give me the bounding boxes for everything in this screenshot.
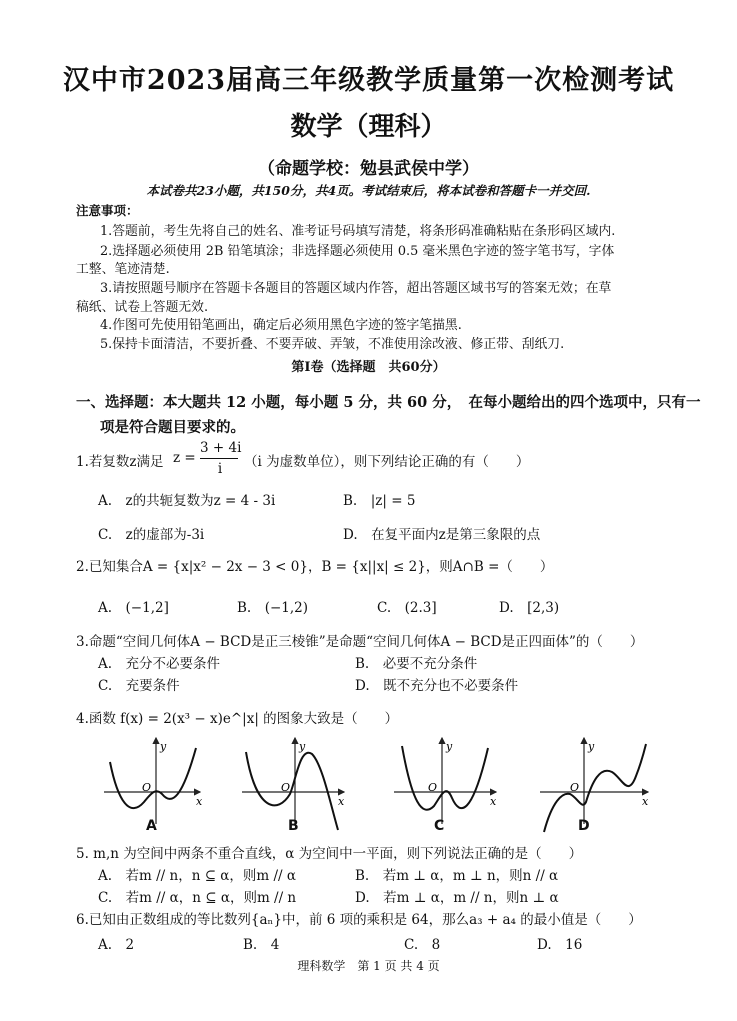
note-line: 2.选择题必须使用 2B 铅笔填涂；非选择题必须使用 0.5 毫米黑色字迹的签字笔书写，字体	[100, 244, 615, 259]
graph-c-y-label: y	[446, 740, 453, 753]
q3-stem: 3.命题“空间几何体A − BCD是正三棱锥”是命题“空间几何体A − BCD是正四面体”的（ ）	[76, 634, 644, 650]
q2-option-d[interactable]: D. [2,3)	[499, 600, 560, 616]
q3-option-c[interactable]: C. 充要条件	[98, 678, 180, 694]
q1-stem-post: （i 为虚数单位），则下列结论正确的有（ ）	[244, 454, 530, 470]
q1-option-b[interactable]: B. |z| = 5	[343, 493, 416, 509]
graph-b-y-label: y	[299, 740, 306, 753]
q5-option-a[interactable]: A. 若m // n，n ⊆ α，则m // α	[98, 868, 297, 884]
exam-summary: 本试卷共23小题，共150分，共4页。考试结束后，将本试卷和答题卡一并交回.	[146, 183, 591, 198]
graph-a-y-label: y	[160, 740, 167, 753]
note-line: 3.请按照题号顺序在答题卡各题目的答题区域内作答，超出答题区域书写的答案无效；在草	[100, 281, 612, 296]
q6-stem: 6.已知由正数组成的等比数列{aₙ}中，前 6 项的乘积是 64，那么a₃ + a₄ 的最小值是（ ）	[76, 912, 642, 928]
graph-d-origin: O	[570, 781, 580, 794]
q5-option-d[interactable]: D. 若m ⊥ α，m // n，则n ⊥ α	[355, 890, 559, 906]
q4-stem: 4.函数 f(x) = 2(x³ − x)e^|x| 的图象大致是（ ）	[76, 711, 399, 727]
page-footer: 理科数学 第 1 页 共 4 页	[297, 959, 440, 973]
note-line: 5.保持卡面清洁，不要折叠、不要弄破、弄皱，不准使用涂改液、修正带、刮纸刀.	[100, 337, 565, 352]
graph-a-origin: O	[142, 781, 152, 794]
note-line: 4.作图可先使用铅笔画出，确定后必须用黑色字迹的签字笔描黑.	[100, 318, 462, 333]
notes-title: 注意事项：	[76, 203, 139, 218]
q5-option-c[interactable]: C. 若m // α，n ⊆ α，则m // n	[98, 890, 297, 906]
q4-graphs	[100, 732, 660, 840]
q2-stem: 2.已知集合A = {x|x² − 2x − 3 < 0}，B = {x||x| ≤ 2}，则A∩B =（ ）	[76, 559, 554, 575]
q2-option-a[interactable]: A. (−1,2]	[98, 600, 169, 616]
graph-a[interactable]	[104, 738, 203, 824]
graph-label-d[interactable]: D	[578, 818, 590, 834]
graph-b[interactable]	[242, 738, 345, 830]
graph-b-x-label: x	[338, 795, 345, 808]
q1-frac-num: 3 + 4i	[200, 440, 242, 456]
q2-option-c[interactable]: C. (2.3]	[377, 600, 437, 616]
q1-option-d[interactable]: D. 在复平面内z是第三象限的点	[343, 527, 541, 543]
exam-title: 汉中市2023届高三年级教学质量第一次检测考试	[62, 65, 675, 96]
q1-option-a[interactable]: A. z的共轭复数为z = 4 - 3i	[98, 493, 276, 509]
graph-label-c[interactable]: C	[434, 818, 445, 834]
q6-option-d[interactable]: D. 16	[537, 937, 583, 953]
note-line: 稿纸、试卷上答题无效.	[76, 300, 209, 315]
q1-frac-bar	[200, 458, 238, 459]
note-line: 1.答题前，考生先将自己的姓名、准考证号码填写清楚，将条形码准确粘贴在条形码区域内.	[100, 224, 616, 239]
q5-stem: 5. m,n 为空间中两条不重合直线，α 为空间中一平面，则下列说法正确的是（ ）	[76, 846, 583, 862]
q2-option-b[interactable]: B. (−1,2)	[237, 600, 309, 616]
q6-option-a[interactable]: A. 2	[98, 937, 135, 953]
note-line: 工整、笔迹清楚.	[76, 262, 170, 277]
part-one-line1: 一、选择题：本大题共 12 小题，每小题 5 分，共 60 分， 在每小题给出的四个选项中，只有一	[76, 394, 701, 411]
q1-frac-den: i	[217, 461, 223, 477]
q1-option-c[interactable]: C. z的虚部为-3i	[98, 527, 205, 543]
graph-d[interactable]	[540, 738, 649, 832]
q6-option-c[interactable]: C. 8	[404, 937, 441, 953]
graph-c[interactable]	[394, 738, 497, 824]
graph-d-y-label: y	[588, 740, 595, 753]
graph-a-x-label: x	[196, 795, 203, 808]
exam-subtitle: 数学（理科）	[290, 112, 447, 142]
graph-d-x-label: x	[642, 795, 649, 808]
q3-option-a[interactable]: A. 充分不必要条件	[98, 656, 221, 672]
q5-option-b[interactable]: B. 若m ⊥ α，m ⊥ n，则n // α	[355, 868, 559, 884]
q3-option-d[interactable]: D. 既不充分也不必要条件	[355, 678, 519, 694]
section-title: 第Ⅰ卷（选择题 共60分）	[291, 360, 446, 375]
q1-lhs: z =	[173, 450, 196, 466]
q1-stem-pre: 1.若复数z满足	[76, 454, 164, 470]
graph-label-a[interactable]: A	[146, 818, 157, 834]
graph-c-origin: O	[428, 781, 438, 794]
graph-b-origin: O	[281, 781, 291, 794]
q6-option-b[interactable]: B. 4	[243, 937, 280, 953]
graph-label-b[interactable]: B	[288, 818, 299, 834]
part-one-line2: 项是符合题目要求的。	[100, 419, 245, 436]
q3-option-b[interactable]: B. 必要不充分条件	[355, 656, 478, 672]
graph-c-x-label: x	[490, 795, 497, 808]
exam-school: （命题学校：勉县武侯中学）	[258, 159, 479, 179]
